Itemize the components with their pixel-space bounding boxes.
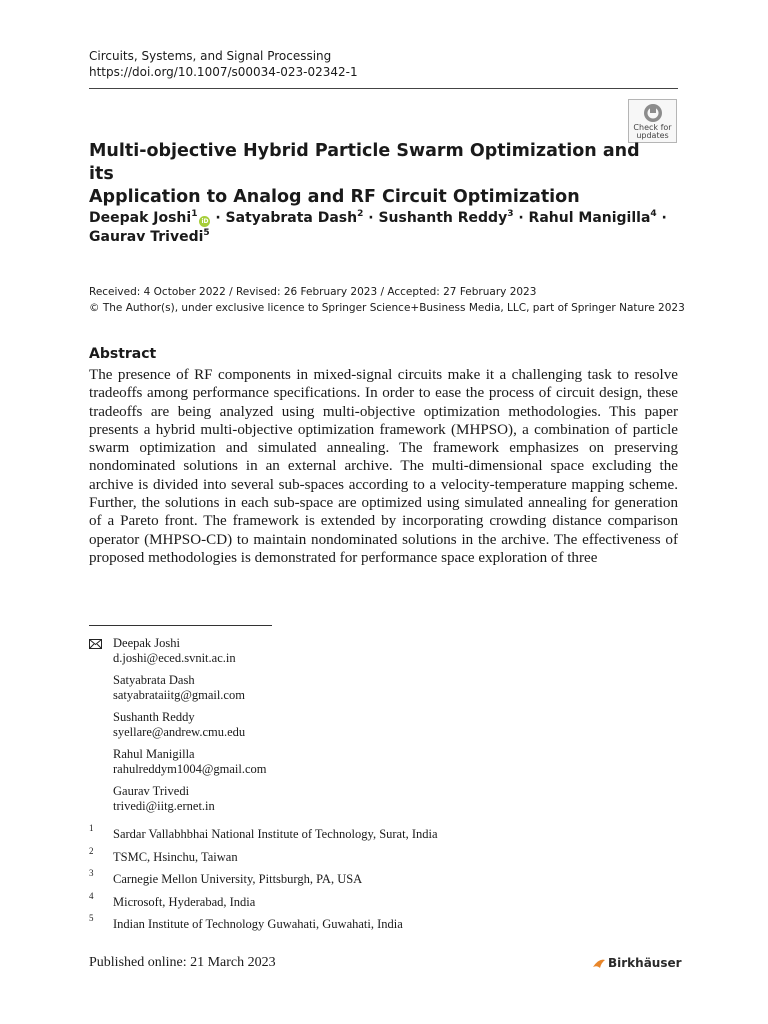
author-affil-ref: 4 xyxy=(650,209,657,219)
affiliation-number: 3 xyxy=(89,868,94,878)
received-dates: Received: 4 October 2022 / Revised: 26 February 2023 / Accepted: 27 February 2023 xyxy=(89,286,537,298)
affiliation-text: Microsoft, Hyderabad, India xyxy=(113,894,256,909)
published-date: Published online: 21 March 2023 xyxy=(89,955,276,970)
contact-email[interactable]: syellare@andrew.cmu.edu xyxy=(113,725,246,739)
affiliation-text: Sardar Vallabhbhai National Institute of Technology, Surat, India xyxy=(113,827,438,841)
article-history xyxy=(89,284,689,316)
check-for-updates-badge[interactable] xyxy=(628,99,677,143)
envelope-icon xyxy=(89,639,102,649)
affiliation-text: Indian Institute of Technology Guwahati, Guwahati, India xyxy=(113,917,403,931)
copyright-line: © The Author(s), under exclusive licence to Springer Science+Business Media, LLC, part of Springer Nature 2023 xyxy=(89,302,685,314)
author-separator: · xyxy=(215,210,221,226)
author-affil-ref: 1 xyxy=(191,209,198,219)
contact-name: Gaurav Trivedi xyxy=(113,784,190,798)
contact-entry xyxy=(113,710,513,740)
footnote-rule xyxy=(89,625,272,626)
journal-header xyxy=(89,48,358,80)
author-separator: · xyxy=(518,210,524,226)
contact-email[interactable]: d.joshi@eced.svnit.ac.in xyxy=(113,651,236,665)
header-rule xyxy=(89,88,678,89)
affiliation-item xyxy=(89,825,689,848)
affiliation-text: TSMC, Hsinchu, Taiwan xyxy=(113,849,238,864)
doi-link[interactable]: https://doi.org/10.1007/s00034-023-02342-1 xyxy=(89,65,358,79)
title-line-1: Multi-objective Hybrid Particle Swarm Optimization and its xyxy=(89,141,640,184)
author-affil-ref: 3 xyxy=(507,209,514,219)
author-affil-ref: 5 xyxy=(203,228,210,238)
author-name[interactable]: Sushanth Reddy xyxy=(378,210,508,226)
contact-email[interactable]: trivedi@iitg.ernet.in xyxy=(113,799,215,813)
affiliation-list xyxy=(89,825,689,938)
author-name[interactable]: Gaurav Trivedi xyxy=(89,229,204,245)
contact-name: Sushanth Reddy xyxy=(113,710,195,724)
affiliation-number: 5 xyxy=(89,913,94,923)
journal-name: Circuits, Systems, and Signal Processing xyxy=(89,49,332,63)
contact-entry xyxy=(113,747,513,777)
author-name[interactable]: Satyabrata Dash xyxy=(225,210,358,226)
contact-email[interactable]: rahulreddym1004@gmail.com xyxy=(113,762,267,776)
affiliation-item xyxy=(89,845,689,871)
check-updates-icon xyxy=(642,103,664,123)
contact-name: Deepak Joshi xyxy=(113,636,180,650)
badge-line-1: Check for xyxy=(633,123,672,132)
title-line-2: Application to Analog and RF Circuit Optimization xyxy=(89,187,580,207)
abstract-heading: Abstract xyxy=(89,346,157,362)
affiliation-number: 4 xyxy=(89,890,94,901)
affiliation-item xyxy=(89,870,689,893)
contact-list xyxy=(113,636,513,821)
contact-entry xyxy=(113,636,513,666)
orcid-icon[interactable]: iD xyxy=(201,218,209,225)
abstract-text: The presence of RF components in mixed-signal circuits make it a challenging task to resolve tradeoffs among performance specifications. In order to ease the process of circuit design, these tradeoffs are being analyzed using multi-objective optimization methodologies. This paper presents a hybrid multi-objective optimization framework (MHPSO), a combination of particle swarm optimization and simulated annealing. The framework emphasizes on preserving nondominated solutions in an external archive. The multi-dimensional space excluding the archive is divided into several sub-spaces according to a velocity-temperature mapping scheme. Further, the solutions in each sub-space are optimized using simulated annealing for generation of a Pareto front. The framework is extended by incorporating crowding distance comparison operator (MHPSO-CD) to maintain nondominated solutions in the archive. The effectiveness of proposed methodologies is demonstrated for performance space exploration of three xyxy=(89,367,678,566)
contact-entry xyxy=(113,784,513,814)
contact-entry xyxy=(113,673,513,703)
paper-title xyxy=(89,140,649,209)
contact-name: Satyabrata Dash xyxy=(113,673,195,687)
author-name[interactable]: Rahul Manigilla xyxy=(528,210,651,226)
publisher-logo xyxy=(592,956,682,970)
contact-name: Rahul Manigilla xyxy=(113,747,195,761)
affiliation-number: 1 xyxy=(89,823,94,833)
author-separator: · xyxy=(661,210,667,226)
birkhauser-logo-icon xyxy=(592,957,606,970)
author-list xyxy=(89,209,689,247)
affiliation-item xyxy=(89,890,689,916)
affiliation-text: Carnegie Mellon University, Pittsburgh, PA, USA xyxy=(113,872,363,886)
author-name[interactable]: Deepak Joshi xyxy=(89,210,192,226)
contact-email[interactable]: satyabrataiitg@gmail.com xyxy=(113,688,245,702)
author-affil-ref: 2 xyxy=(357,209,364,219)
badge-line-2: updates xyxy=(636,131,669,140)
affiliation-item xyxy=(89,915,689,938)
author-separator: · xyxy=(368,210,374,226)
affiliation-number: 2 xyxy=(89,845,94,856)
publisher-name: Birkhäuser xyxy=(608,956,682,970)
